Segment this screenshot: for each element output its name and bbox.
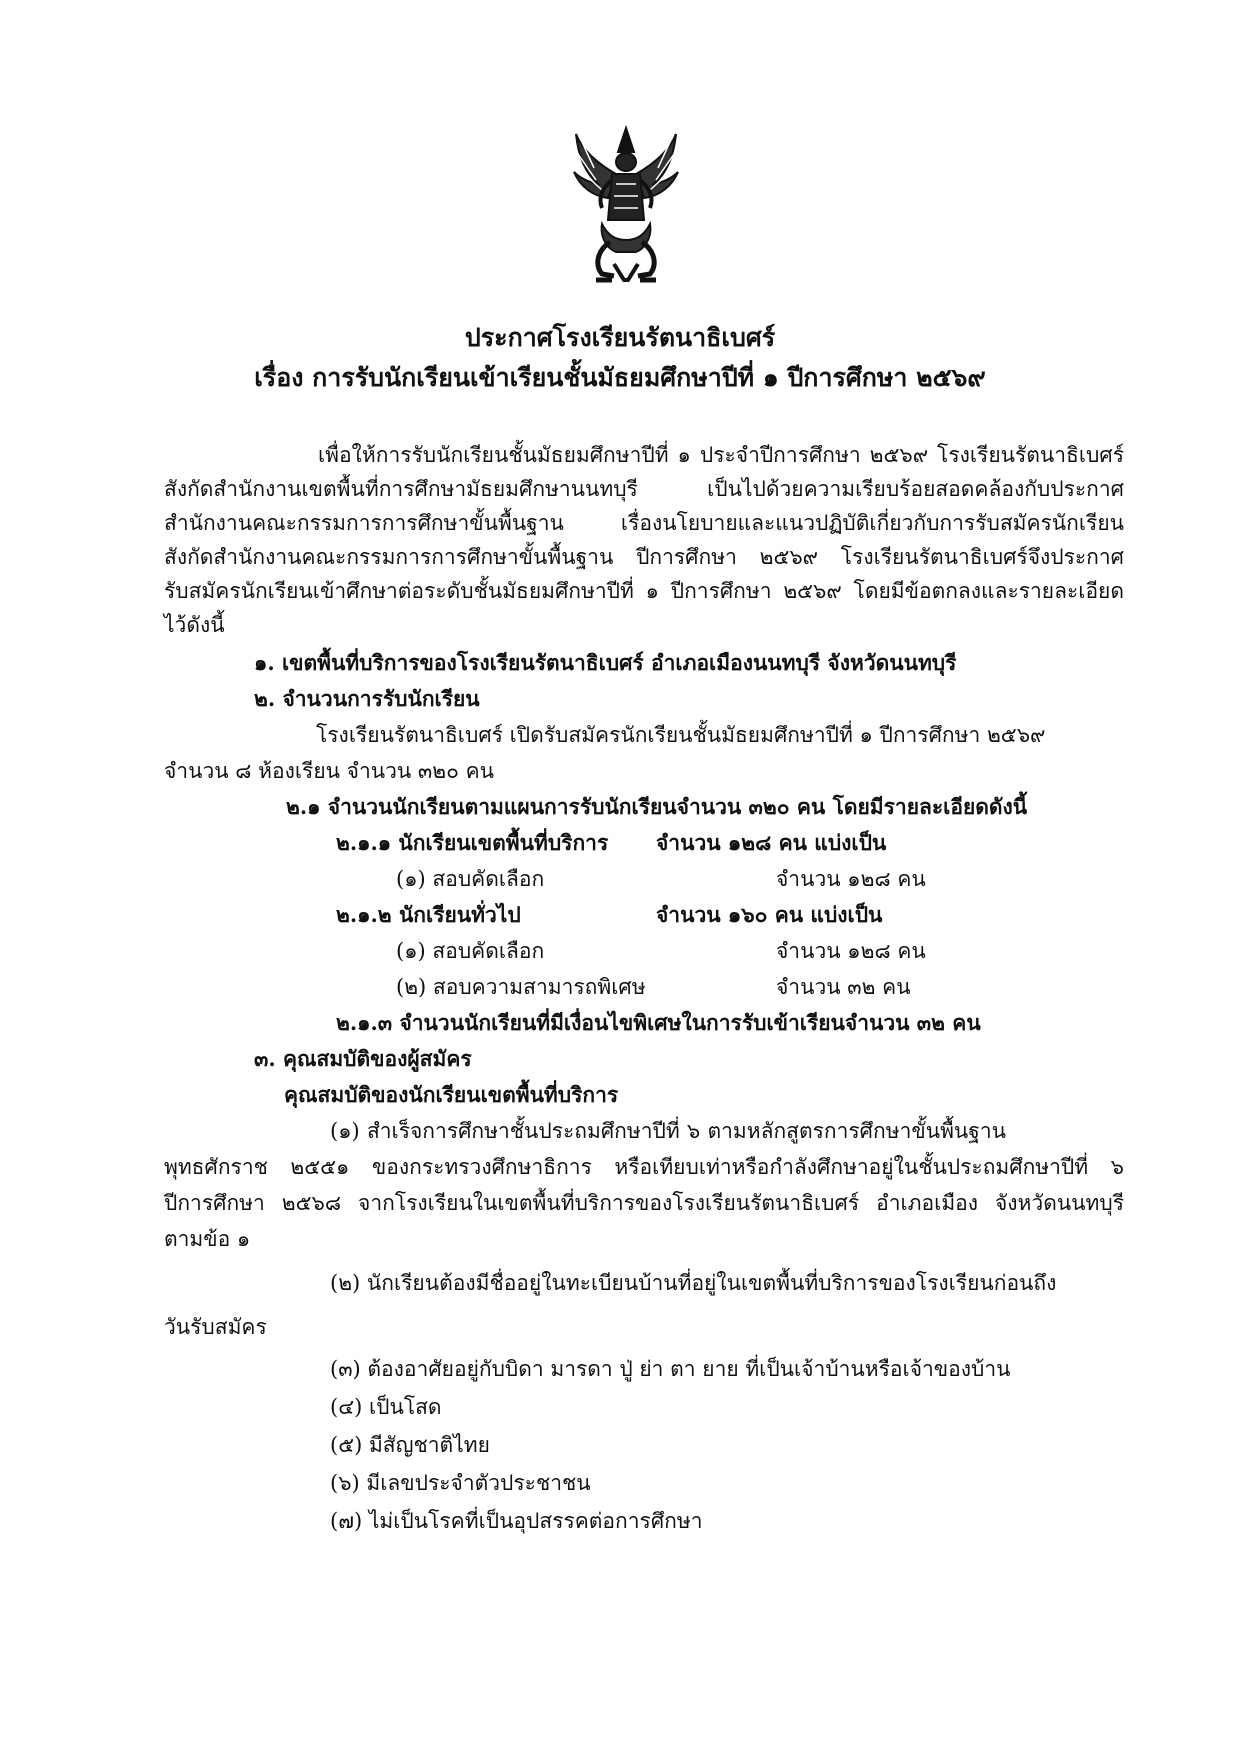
section-2-1-1-count: จำนวน ๑๒๘ คน แบ่งเป็น (656, 830, 887, 855)
section-1-heading: ๑. เขตพื้นที่บริการของโรงเรียนรัตนาธิเบศร์ อำเภอเมืองนนทบุรี จังหวัดนนทบุรี (254, 650, 957, 675)
section-2-heading: ๒. จำนวนการรับนักเรียน (254, 686, 480, 711)
section-2-1-1-label: ๒.๑.๑ นักเรียนเขตพื้นที่บริการ (336, 830, 609, 855)
qualification-line: (๓) ต้องอาศัยอยู่กับบิดา มารดา ปู่ ย่า ตา ยาย ที่เป็นเจ้าบ้านหรือเจ้าของบ้าน (330, 1357, 1011, 1381)
qualification-line: (๑) สำเร็จการศึกษาชั้นประถมศึกษาปีที่ ๖ ตามหลักสูตรการศึกษาขั้นพื้นฐาน (330, 1119, 1006, 1143)
qualification-line: ปีการศึกษา ๒๕๖๘ จากโรงเรียนในเขตพื้นที่บริการของโรงเรียนรัตนาธิเบศร์ อำเภอเมือง จังหวัดนนทบุรี (164, 1191, 1124, 1215)
announcement-title: ประกาศโรงเรียนรัตนาธิเบศร์ (464, 323, 776, 352)
qualification-line: (๗) ไม่เป็นโรคที่เป็นอุปสรรคต่อการศึกษา (330, 1509, 703, 1533)
qualification-line: วันรับสมัคร (164, 1315, 267, 1339)
qualification-line: (๒) นักเรียนต้องมีชื่ออยู่ในทะเบียนบ้านที่อยู่ในเขตพื้นที่บริการของโรงเรียนก่อนถึง (330, 1271, 1057, 1295)
section-2-1-2-label: ๒.๑.๒ นักเรียนทั่วไป (336, 902, 521, 927)
announcement-subject: เรื่อง การรับนักเรียนเข้าเรียนชั้นมัธยมศึกษาปีที่ ๑ ปีการศึกษา ๒๕๖๙ (254, 363, 986, 392)
list-item-label: (๑) สอบคัดเลือก (396, 939, 545, 963)
list-item-label: (๒) สอบความสามารถพิเศษ (396, 975, 646, 999)
qualification-line: (๕) มีสัญชาติไทย (330, 1433, 490, 1457)
intro-line: สังกัดสำนักงานคณะกรรมการการศึกษาขั้นพื้นฐาน ปีการศึกษา ๒๕๖๙ โรงเรียนรัตนาธิเบศร์จึงประกาศ (164, 545, 1124, 569)
intro-line: สังกัดสำนักงานเขตพื้นที่การศึกษามัธยมศึกษานนทบุรี เป็นไปด้วยความเรียบร้อยสอดคล้องกับประกาศ (164, 477, 1124, 501)
qualification-line: ตามข้อ ๑ (164, 1227, 251, 1251)
section-2-line: จำนวน ๘ ห้องเรียน จำนวน ๓๒๐ คน (164, 759, 495, 783)
section-2-1-2-count: จำนวน ๑๖๐ คน แบ่งเป็น (656, 902, 883, 927)
qualification-line: (๔) เป็นโสด (330, 1395, 442, 1419)
intro-line: สำนักงานคณะกรรมการการศึกษาขั้นพื้นฐาน เรื่องนโยบายและแนวปฏิบัติเกี่ยวกับการรับสมัครนักเรียน (164, 511, 1124, 535)
section-2-1-3-heading: ๒.๑.๓ จำนวนนักเรียนที่มีเงื่อนไขพิเศษในการรับเข้าเรียนจำนวน ๓๒ คน (336, 1010, 981, 1035)
list-item-count: จำนวน ๑๒๘ คน (776, 867, 926, 891)
intro-line: ไว้ดังนี้ (164, 613, 225, 637)
list-item-count: จำนวน ๓๒ คน (776, 975, 911, 999)
section-2-1-heading: ๒.๑ จำนวนนักเรียนตามแผนการรับนักเรียนจำนวน ๓๒๐ คน โดยมีรายละเอียดดังนี้ (286, 794, 1028, 819)
qualification-line: (๖) มีเลขประจำตัวประชาชน (330, 1471, 591, 1495)
garuda-emblem (568, 124, 684, 288)
list-item-count: จำนวน ๑๒๘ คน (776, 939, 926, 963)
intro-line: เพื่อให้การรับนักเรียนชั้นมัธยมศึกษาปีที่ ๑ ประจำปีการศึกษา ๒๕๖๙ โรงเรียนรัตนาธิเบศร์ (318, 443, 1124, 467)
section-3-heading: ๓. คุณสมบัติของผู้สมัคร (254, 1046, 472, 1071)
list-item-label: (๑) สอบคัดเลือก (396, 867, 545, 891)
section-3-subheading: คุณสมบัติของนักเรียนเขตพื้นที่บริการ (284, 1082, 619, 1107)
section-2-line: โรงเรียนรัตนาธิเบศร์ เปิดรับสมัครนักเรียนชั้นมัธยมศึกษาปีที่ ๑ ปีการศึกษา ๒๕๖๙ (316, 723, 1046, 747)
intro-line: รับสมัครนักเรียนเข้าศึกษาต่อระดับชั้นมัธยมศึกษาปีที่ ๑ ปีการศึกษา ๒๕๖๙ โดยมีข้อตกลงและรายละเอียด (164, 579, 1124, 603)
qualification-line: พุทธศักราช ๒๕๕๑ ของกระทรวงศึกษาธิการ หรือเทียบเท่าหรือกำลังศึกษาอยู่ในชั้นประถมศึกษาปีที่ ๖ (164, 1155, 1124, 1179)
